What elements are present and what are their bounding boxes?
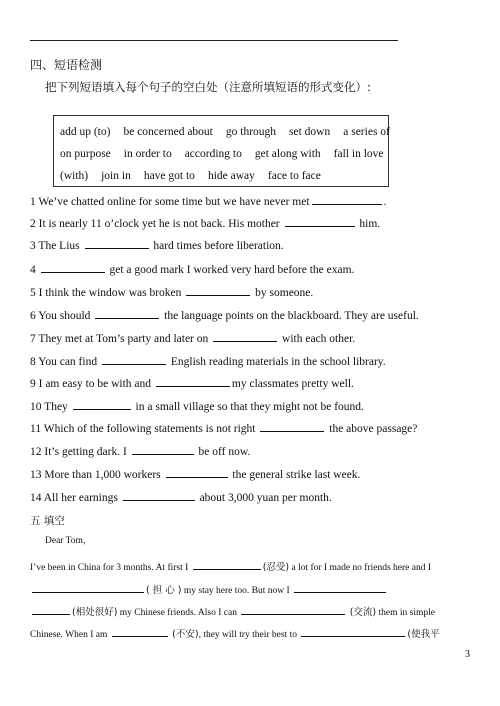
answer-blank[interactable]	[294, 581, 386, 593]
answer-blank[interactable]	[213, 330, 277, 342]
letter-line-1: I’ve been in China for 3 months. At first I (忍受) a lot for I made no friends here and I	[30, 558, 431, 573]
phrase: fall in love	[333, 148, 384, 160]
answer-blank[interactable]	[241, 603, 345, 615]
answer-blank[interactable]	[156, 375, 230, 387]
phrase: have got to	[143, 170, 195, 182]
answer-blank[interactable]	[85, 237, 149, 249]
letter-line-3: (相处很好) my Chinese friends. Also I can (交流) them in simple	[30, 603, 435, 618]
phrase: according to	[184, 148, 242, 160]
question-8: 8 You can find English reading materials in the school library.	[30, 353, 386, 368]
answer-blank[interactable]	[123, 489, 195, 501]
answer-blank[interactable]	[32, 581, 144, 593]
answer-blank[interactable]	[166, 466, 228, 478]
letter-greeting: Dear Tom,	[45, 536, 86, 546]
page-number: 3	[465, 649, 470, 660]
question-3: 3 The Lius hard times before liberation.	[30, 237, 284, 252]
answer-blank[interactable]	[102, 353, 166, 365]
section4-instruction: 把下列短语填入每个句子的空白处（注意所填短语的形式变化）:	[45, 80, 371, 94]
answer-blank[interactable]	[32, 603, 70, 615]
answer-blank[interactable]	[41, 261, 105, 273]
phrase: be concerned about	[123, 126, 213, 138]
phrase: a series of	[343, 126, 390, 138]
phrase: in order to	[123, 148, 172, 160]
question-1: 1 We’ve chatted online for some time but we have never met .	[30, 193, 386, 208]
question-11: 11 Which of the following statements is not right the above passage?	[30, 420, 417, 435]
answer-blank[interactable]	[73, 398, 131, 410]
question-4: 4 get a good mark I worked very hard before the exam.	[30, 261, 354, 276]
phrase-row	[60, 145, 382, 167]
answer-blank[interactable]	[312, 193, 382, 205]
phrase: add up (to)	[60, 126, 111, 138]
phrase: go through	[225, 126, 277, 138]
phrase: on purpose	[60, 148, 111, 160]
question-14: 14 All her earnings about 3,000 yuan per month.	[30, 489, 332, 504]
answer-blank[interactable]	[132, 443, 194, 455]
phrase: face to face	[267, 170, 321, 182]
letter-line-2: ( 担 心 ) my stay here too. But now I	[30, 581, 388, 596]
question-7: 7 They met at Tom’s party and later on with each other.	[30, 330, 355, 345]
question-2: 2 It is nearly 11 o’clock yet he is not back. His mother him.	[30, 215, 380, 230]
answer-blank[interactable]	[112, 625, 168, 637]
phrase: set down	[289, 126, 331, 138]
phrase-row	[60, 167, 382, 189]
question-6: 6 You should the language points on the blackboard. They are useful.	[30, 307, 419, 322]
top-rule	[30, 40, 398, 41]
phrase: get along with	[254, 148, 321, 160]
question-9: 9 I am easy to be with and my classmates pretty well.	[30, 375, 354, 390]
answer-blank[interactable]	[260, 420, 324, 432]
section4-title: 四、短语检测	[30, 58, 103, 72]
question-10: 10 They in a small village so that they might not be found.	[30, 398, 364, 413]
question-13: 13 More than 1,000 workers the general strike last week.	[30, 466, 360, 481]
section5-title: 五 填空	[30, 515, 65, 527]
answer-blank[interactable]	[186, 284, 250, 296]
phrase-row	[60, 123, 390, 145]
answer-blank[interactable]	[285, 215, 355, 227]
question-12: 12 It’s getting dark. I be off now.	[30, 443, 250, 458]
question-5: 5 I think the window was broken by someone.	[30, 284, 313, 299]
phrase: join in	[101, 170, 131, 182]
letter-line-4: Chinese. When I am (不安), they will try their best to (使我平	[30, 625, 440, 640]
answer-blank[interactable]	[95, 307, 159, 319]
phrase: (with)	[60, 170, 89, 182]
phrase: hide away	[207, 170, 255, 182]
phrase-box	[53, 115, 389, 187]
answer-blank[interactable]	[301, 625, 405, 637]
answer-blank[interactable]	[193, 558, 261, 570]
